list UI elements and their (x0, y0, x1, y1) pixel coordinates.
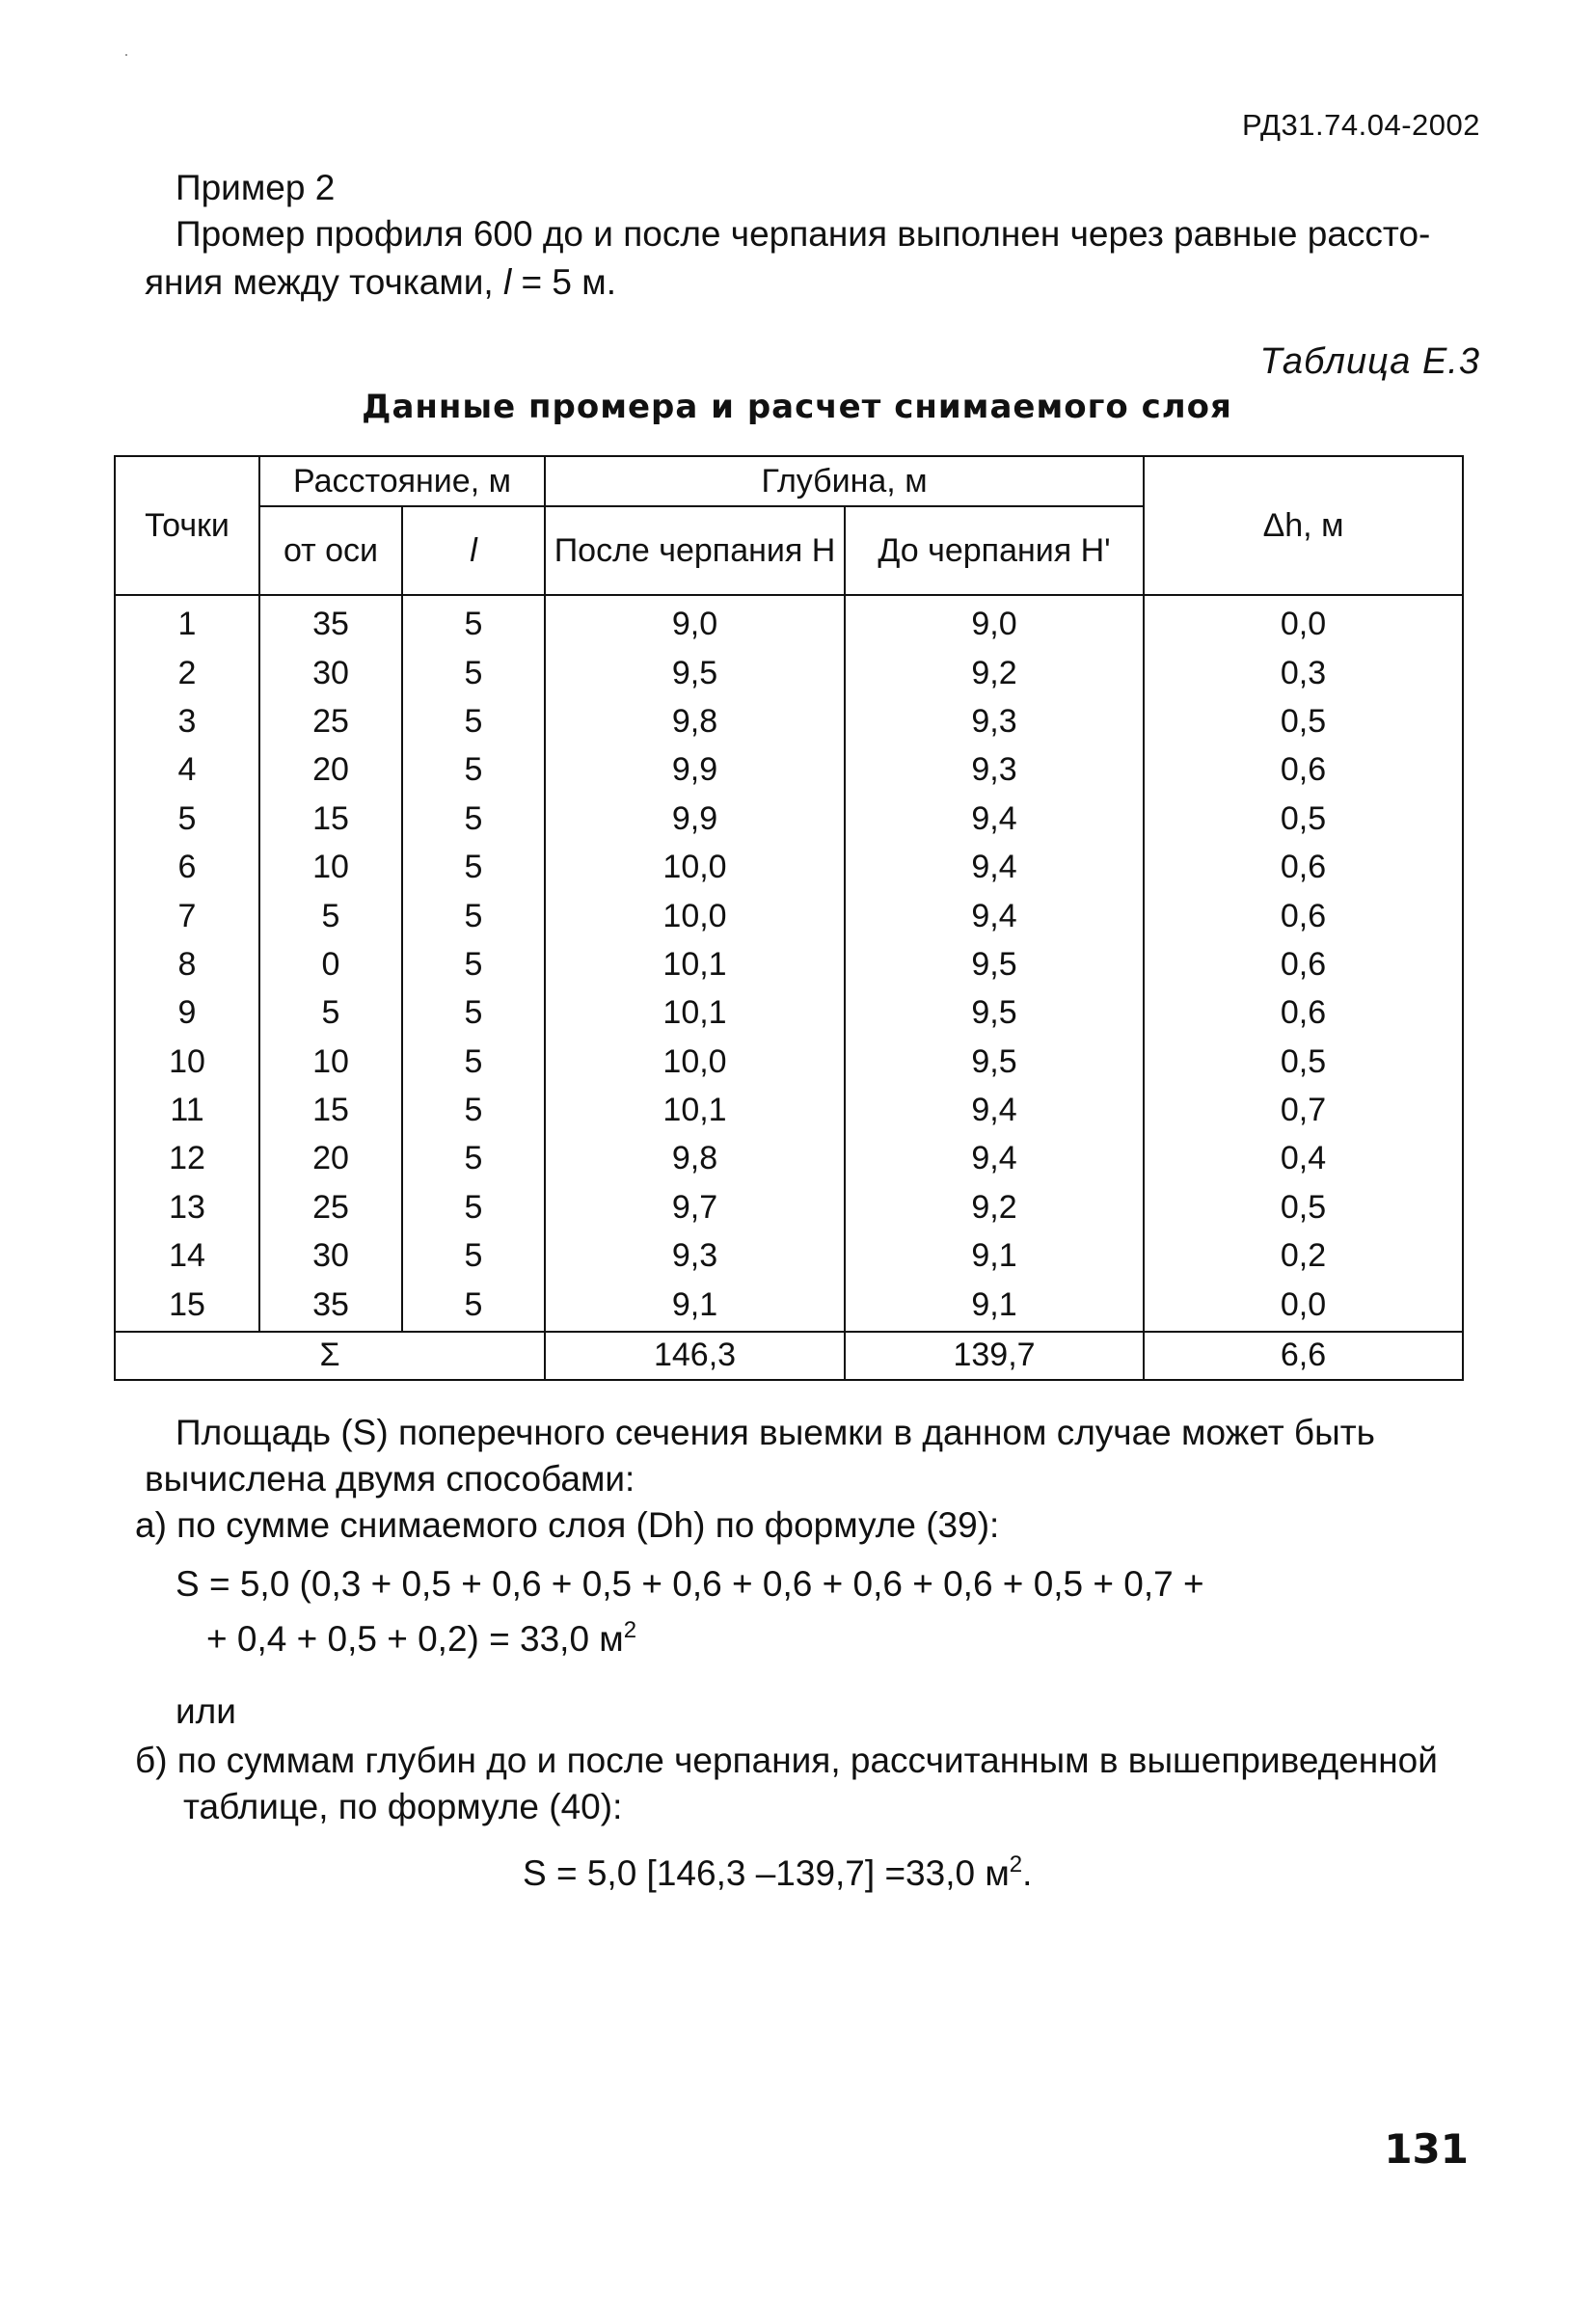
formula-40-end: . (1022, 1853, 1033, 1893)
cell-l: 5 (402, 988, 545, 1037)
cell-from-axis: 15 (259, 795, 402, 843)
cell-before: 9,1 (845, 1231, 1144, 1280)
total-after: 146,3 (545, 1332, 845, 1380)
formula-39-line2 (206, 1619, 636, 1660)
paragraph-method-b-line1: б) по суммам глубин до и после черпания, рассчитанным в вышеприведенной (135, 1741, 1438, 1780)
cell-l: 5 (402, 697, 545, 745)
cell-before: 9,3 (845, 697, 1144, 745)
header-after: После черпания H (545, 506, 845, 595)
cell-l: 5 (402, 648, 545, 696)
cell-after: 10,0 (545, 843, 845, 891)
cell-after: 9,8 (545, 697, 845, 745)
cell-after: 10,1 (545, 1086, 845, 1134)
cell-point: 14 (115, 1231, 259, 1280)
cell-delta-h: 0,7 (1144, 1086, 1463, 1134)
cell-before: 9,0 (845, 595, 1144, 648)
table-row (115, 1038, 1463, 1086)
cell-before: 9,2 (845, 1183, 1144, 1231)
cell-delta-h: 0,6 (1144, 745, 1463, 794)
total-row (115, 1332, 1463, 1380)
cell-delta-h: 0,4 (1144, 1134, 1463, 1182)
table-row (115, 745, 1463, 794)
cell-from-axis: 35 (259, 595, 402, 648)
cell-from-axis: 20 (259, 745, 402, 794)
cell-point: 9 (115, 988, 259, 1037)
cell-from-axis: 30 (259, 1231, 402, 1280)
table-row (115, 1134, 1463, 1182)
cell-from-axis: 10 (259, 843, 402, 891)
table-row (115, 1086, 1463, 1134)
cell-from-axis: 15 (259, 1086, 402, 1134)
cell-point: 6 (115, 843, 259, 891)
cell-delta-h: 0,5 (1144, 795, 1463, 843)
cell-delta-h: 0,6 (1144, 891, 1463, 939)
intro-variable: l (503, 262, 512, 302)
cell-point: 4 (115, 745, 259, 794)
example-intro (145, 210, 1485, 307)
cell-l: 5 (402, 795, 545, 843)
cell-from-axis: 5 (259, 988, 402, 1037)
cell-from-axis: 20 (259, 1134, 402, 1182)
intro-text-end: = 5 м. (511, 262, 616, 302)
cell-before: 9,4 (845, 891, 1144, 939)
scan-speck (125, 54, 127, 56)
cell-delta-h: 0,2 (1144, 1231, 1463, 1280)
cell-point: 7 (115, 891, 259, 939)
cell-point: 8 (115, 940, 259, 988)
cell-delta-h: 0,0 (1144, 1280, 1463, 1331)
cell-before: 9,2 (845, 648, 1144, 696)
cell-delta-h: 0,3 (1144, 648, 1463, 696)
example-title: Пример 2 (176, 168, 336, 207)
cell-l: 5 (402, 1086, 545, 1134)
cell-delta-h: 0,6 (1144, 940, 1463, 988)
document-code: РД31.74.04-2002 (1241, 108, 1480, 142)
table-row (115, 595, 1463, 648)
page-number: 131 (1384, 2125, 1469, 2173)
table-row (115, 697, 1463, 745)
cell-point: 15 (115, 1280, 259, 1331)
cell-after: 10,1 (545, 988, 845, 1037)
cell-after: 9,9 (545, 795, 845, 843)
formula-40-exponent: 2 (1009, 1851, 1023, 1878)
cell-before: 9,4 (845, 795, 1144, 843)
cell-after: 10,1 (545, 940, 845, 988)
header-from-axis: от оси (259, 506, 402, 595)
cell-delta-h: 0,6 (1144, 988, 1463, 1037)
total-delta-h: 6,6 (1144, 1332, 1463, 1380)
total-symbol: Σ (115, 1332, 545, 1380)
header-distance: Расстояние, м (259, 456, 545, 506)
measurement-table (114, 455, 1464, 1381)
cell-from-axis: 0 (259, 940, 402, 988)
formula-40-text: S = 5,0 [146,3 –139,7] =33,0 м (523, 1853, 1010, 1893)
cell-l: 5 (402, 1134, 545, 1182)
header-depth: Глубина, м (545, 456, 1144, 506)
cell-before: 9,4 (845, 1086, 1144, 1134)
cell-before: 9,3 (845, 745, 1144, 794)
cell-l: 5 (402, 595, 545, 648)
table-row (115, 1231, 1463, 1280)
cell-after: 10,0 (545, 1038, 845, 1086)
header-delta-h: Δh, м (1144, 456, 1463, 595)
cell-point: 1 (115, 595, 259, 648)
total-before: 139,7 (845, 1332, 1144, 1380)
cell-l: 5 (402, 891, 545, 939)
cell-point: 11 (115, 1086, 259, 1134)
cell-from-axis: 25 (259, 697, 402, 745)
cell-l: 5 (402, 1231, 545, 1280)
header-before: До черпания H' (845, 506, 1144, 595)
cell-before: 9,4 (845, 843, 1144, 891)
paragraph-method-b-line2: таблице, по формуле (40): (183, 1787, 623, 1826)
cell-point: 13 (115, 1183, 259, 1231)
cell-l: 5 (402, 843, 545, 891)
cell-from-axis: 30 (259, 648, 402, 696)
formula-39-line1: S = 5,0 (0,3 + 0,5 + 0,6 + 0,5 + 0,6 + 0,6 + 0,6 + 0,6 + 0,5 + 0,7 + (176, 1564, 1204, 1604)
table-row (115, 1183, 1463, 1231)
cell-l: 5 (402, 1183, 545, 1231)
cell-after: 9,8 (545, 1134, 845, 1182)
formula-39-text: + 0,4 + 0,5 + 0,2) = 33,0 м (206, 1619, 624, 1659)
cell-point: 3 (115, 697, 259, 745)
cell-l: 5 (402, 745, 545, 794)
cell-delta-h: 0,6 (1144, 843, 1463, 891)
intro-text: Промер профиля 600 до и после черпания выполнен через равные рассто-яния между точками, (145, 214, 1431, 302)
cell-delta-h: 0,0 (1144, 595, 1463, 648)
formula-39-exponent: 2 (623, 1617, 637, 1643)
cell-from-axis: 5 (259, 891, 402, 939)
cell-delta-h: 0,5 (1144, 1183, 1463, 1231)
cell-l: 5 (402, 940, 545, 988)
cell-from-axis: 35 (259, 1280, 402, 1331)
cell-before: 9,1 (845, 1280, 1144, 1331)
cell-from-axis: 25 (259, 1183, 402, 1231)
table-row (115, 648, 1463, 696)
cell-l: 5 (402, 1038, 545, 1086)
cell-before: 9,5 (845, 1038, 1144, 1086)
cell-before: 9,5 (845, 988, 1144, 1037)
table-row (115, 795, 1463, 843)
table-label: Таблица Е.3 (1259, 341, 1480, 382)
cell-point: 12 (115, 1134, 259, 1182)
cell-point: 2 (115, 648, 259, 696)
paragraph-method-a: а) по сумме снимаемого слоя (Dh) по формуле (39): (135, 1505, 1000, 1545)
cell-before: 9,5 (845, 940, 1144, 988)
cell-after: 9,5 (545, 648, 845, 696)
cell-after: 10,0 (545, 891, 845, 939)
cell-after: 9,3 (545, 1231, 845, 1280)
table-body (115, 595, 1463, 1332)
cell-after: 9,9 (545, 745, 845, 794)
table-row (115, 1280, 1463, 1331)
paragraph-area: Площадь (S) поперечного сечения выемки в данном случае может быть вычислена двумя способами: (145, 1413, 1375, 1499)
cell-after: 9,0 (545, 595, 845, 648)
cell-l: 5 (402, 1280, 545, 1331)
cell-before: 9,4 (845, 1134, 1144, 1182)
formula-40 (523, 1853, 1032, 1894)
table-row (115, 940, 1463, 988)
header-l: l (402, 506, 545, 595)
table-row (115, 891, 1463, 939)
cell-delta-h: 0,5 (1144, 697, 1463, 745)
cell-point: 10 (115, 1038, 259, 1086)
cell-after: 9,7 (545, 1183, 845, 1231)
table-row (115, 843, 1463, 891)
cell-delta-h: 0,5 (1144, 1038, 1463, 1086)
or-text: или (176, 1691, 236, 1731)
cell-after: 9,1 (545, 1280, 845, 1331)
table-title: Данные промера и расчет снимаемого слоя (362, 388, 1232, 426)
header-points: Точки (115, 456, 259, 595)
cell-point: 5 (115, 795, 259, 843)
table-row (115, 988, 1463, 1037)
cell-from-axis: 10 (259, 1038, 402, 1086)
